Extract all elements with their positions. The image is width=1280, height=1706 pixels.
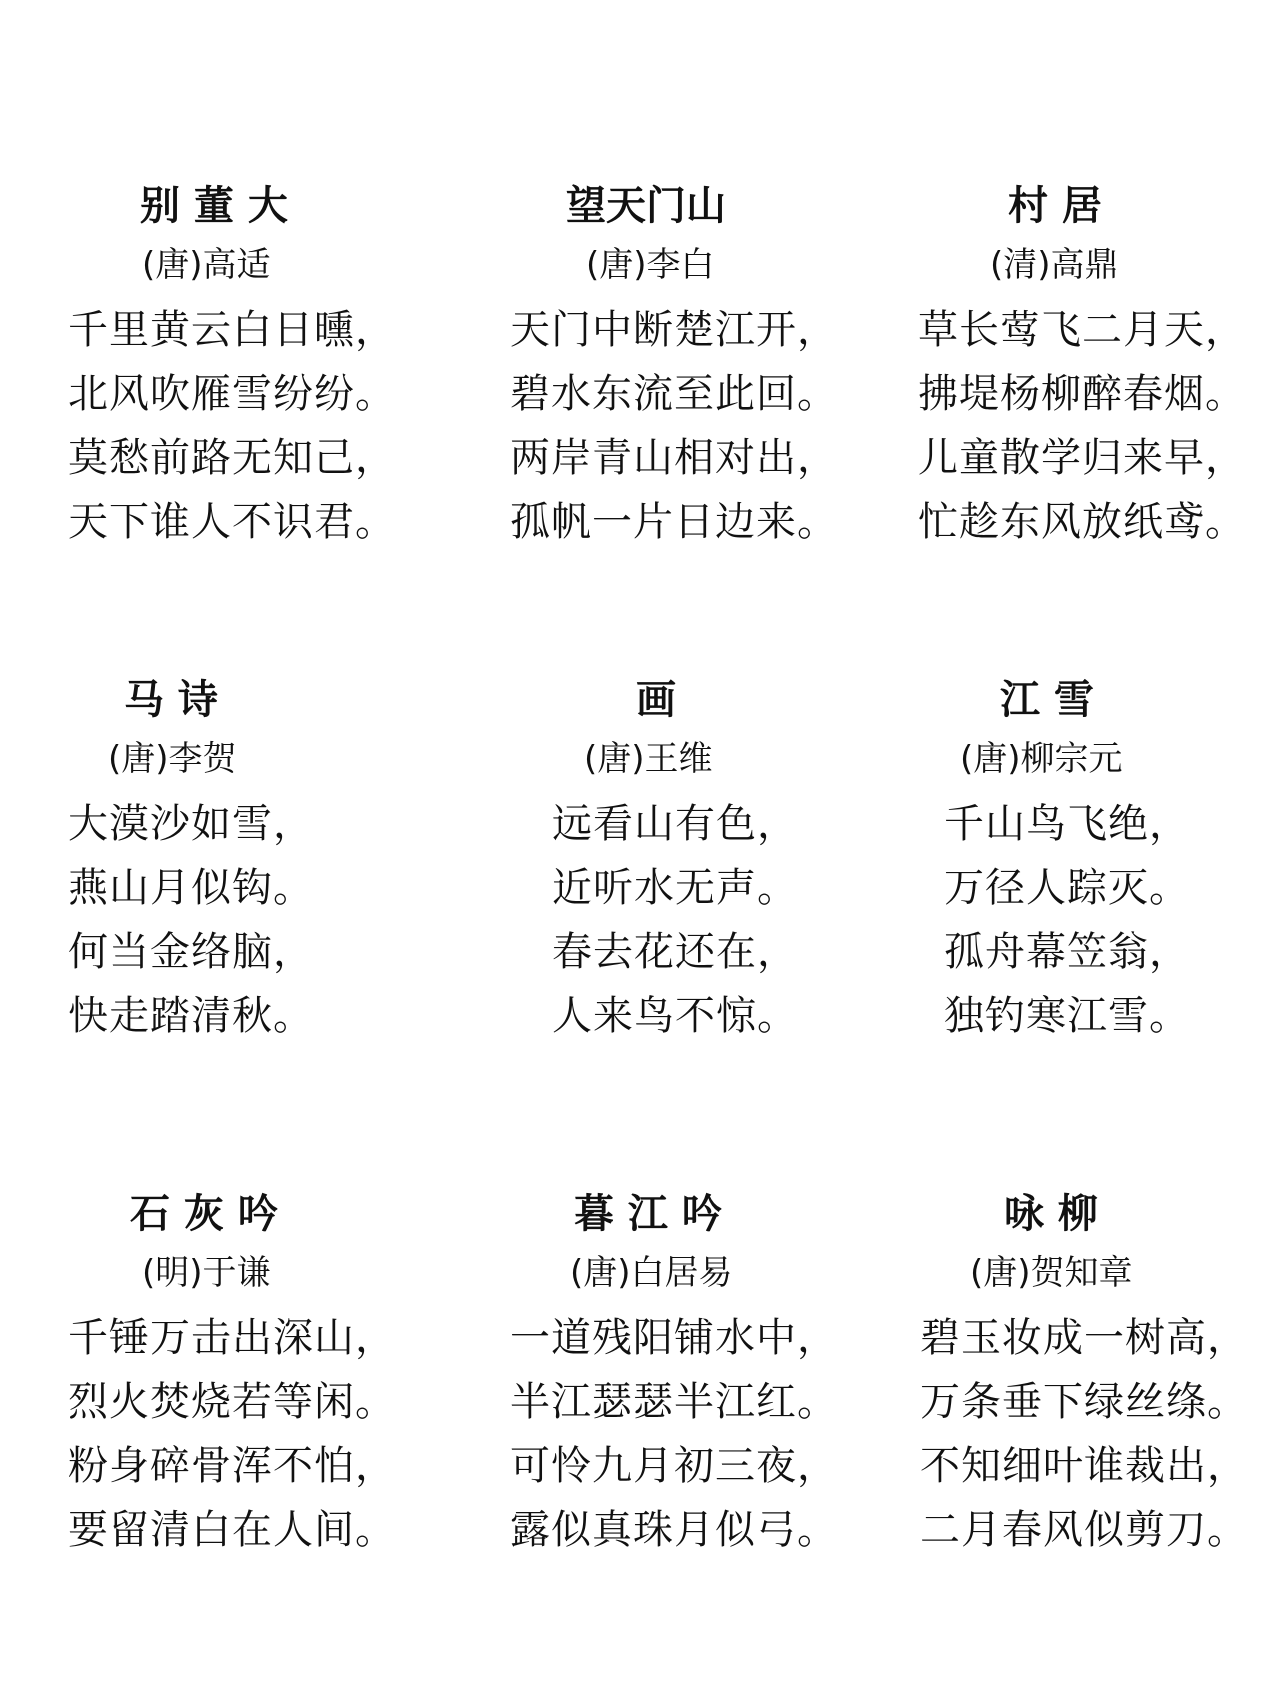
poem-line: 烈火焚烧若等闲。 [68,1379,396,1425]
poem-title: 江 雪 [1000,677,1094,723]
poem-title: 画 [636,677,676,723]
poem-line: 千锤万击出深山， [68,1315,396,1361]
poem-line: 拂堤杨柳醉春烟。 [918,371,1246,417]
poem-line: 莫愁前路无知己， [68,435,396,481]
poem-author: (唐)王维 [584,739,713,779]
poem-author: (唐)白居易 [570,1253,733,1293]
poem-line: 千里黄云白日曛， [68,307,396,353]
poem-line: 露似真珠月似弓。 [510,1507,838,1553]
poem-line: 天下谁人不识君。 [68,499,396,545]
poem-line: 万径人踪灭。 [944,865,1190,911]
poem-line: 儿童散学归来早， [918,435,1246,481]
poem-line: 千山鸟飞绝， [944,801,1190,847]
poem-title: 别 董 大 [140,183,288,229]
poem-line: 一道残阳铺水中， [510,1315,838,1361]
poem-author: (唐)贺知章 [970,1253,1133,1293]
poem-author: (唐)柳宗元 [960,739,1123,779]
poem-line: 可怜九月初三夜， [510,1443,838,1489]
poem-title: 村 居 [1008,183,1102,229]
poem-line: 半江瑟瑟半江红。 [510,1379,838,1425]
poem-author: (明)于谦 [142,1253,271,1293]
poem-line: 两岸青山相对出， [510,435,838,481]
poem-line: 春去花还在， [552,929,798,975]
poem-title: 暮 江 吟 [574,1191,722,1237]
poem-author: (清)高鼎 [990,245,1119,285]
poem-line: 草长莺飞二月天， [918,307,1246,353]
poem-line: 近听水无声。 [552,865,798,911]
poem-line: 远看山有色， [552,801,798,847]
poem-title: 咏 柳 [1004,1191,1098,1237]
poem-line: 快走踏清秋。 [68,993,314,1039]
poem-line: 北风吹雁雪纷纷。 [68,371,396,417]
poem-author: (唐)李贺 [108,739,237,779]
poem-line: 不知细叶谁裁出， [920,1443,1248,1489]
poem-title: 望天门山 [566,183,726,229]
poem-line: 独钓寒江雪。 [944,993,1190,1039]
poem-line: 天门中断楚江开， [510,307,838,353]
poem-title: 马 诗 [124,677,218,723]
poem-title: 石 灰 吟 [130,1191,278,1237]
poem-line: 碧玉妆成一树高， [920,1315,1248,1361]
poem-author: (唐)李白 [586,245,715,285]
poem-line: 何当金络脑， [68,929,314,975]
poem-author: (唐)高适 [142,245,271,285]
poem-line: 粉身碎骨浑不怕， [68,1443,396,1489]
poem-line: 孤帆一片日边来。 [510,499,838,545]
poem-line: 万条垂下绿丝绦。 [920,1379,1248,1425]
poem-line: 人来鸟不惊。 [552,993,798,1039]
poem-line: 要留清白在人间。 [68,1507,396,1553]
poem-line: 碧水东流至此回。 [510,371,838,417]
poem-line: 孤舟幕笠翁， [944,929,1190,975]
poem-line: 燕山月似钩。 [68,865,314,911]
poem-line: 大漠沙如雪， [68,801,314,847]
poem-line: 二月春风似剪刀。 [920,1507,1248,1553]
poem-line: 忙趁东风放纸鸢。 [918,499,1246,545]
